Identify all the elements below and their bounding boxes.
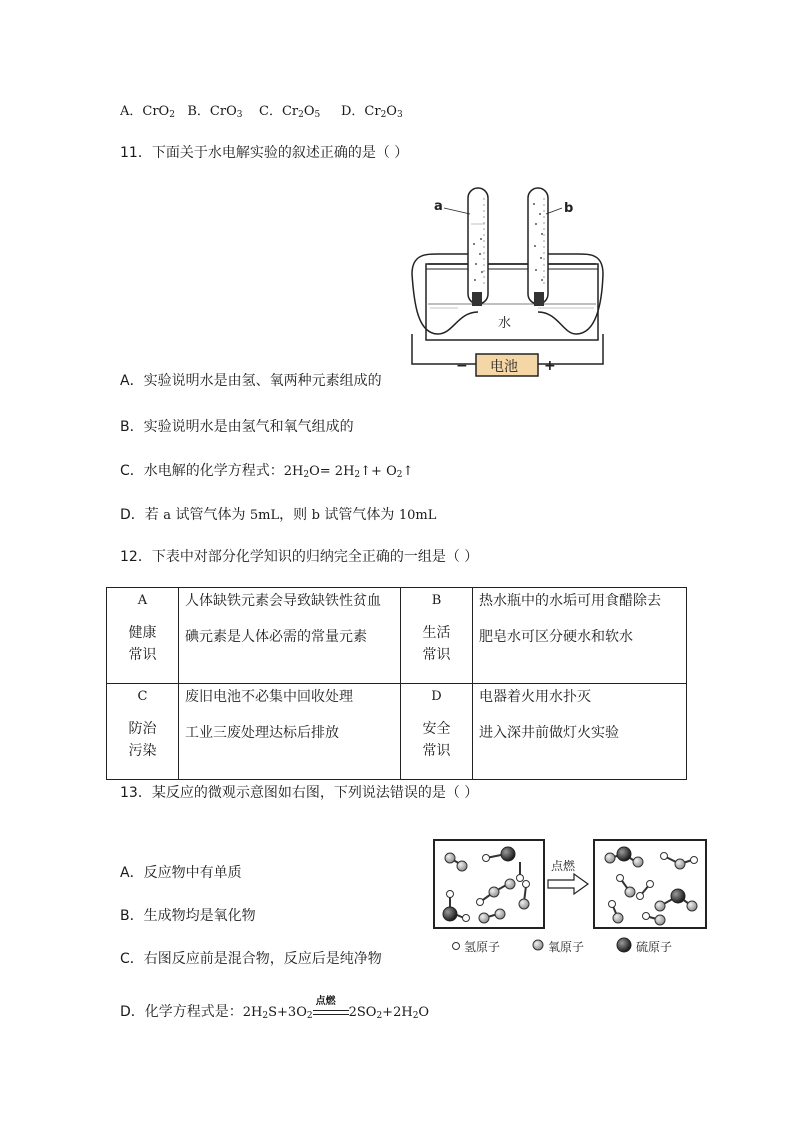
cell-b-content: 热水瓶中的水垢可用食醋除去 肥皂水可区分硬水和软水 — [473, 588, 687, 684]
cell-a-label: A 健康常识 — [107, 588, 179, 684]
q13-option-d: D．化学方程式是：$2H_2S+3O_2$ 点燃 $2SO_2+2H_2O$ — [120, 996, 430, 1021]
reaction-micro-figure — [424, 834, 714, 958]
cell-c-label: C 防治污染 — [107, 684, 179, 780]
cell-d-content: 电器着火用水扑灭 进入深井前做灯火实验 — [473, 684, 687, 780]
q11-option-d: D．若 a 试管气体为 5mL，则 b 试管气体为 10mL — [120, 507, 437, 523]
legend-s-label: 硫原子 — [636, 940, 673, 954]
q10-option-c: C．$Cr_2O_5$ — [259, 104, 321, 120]
q10-option-d: D．$Cr_2O_3$ — [340, 104, 403, 120]
q11-option-a: A．实验说明水是由氢、氧两种元素组成的 — [120, 373, 382, 389]
electrolysis-figure — [398, 184, 614, 384]
knowledge-table — [106, 587, 687, 780]
q11-stem: 11．下面关于水电解实验的叙述正确的是（ ） — [120, 145, 409, 161]
cell-a-content: 人体缺铁元素会导致缺铁性贫血 碘元素是人体必需的常量元素 — [179, 588, 401, 684]
battery-minus: − — [456, 358, 468, 374]
legend-o-label: 氧原子 — [548, 940, 585, 954]
q13-option-b: B．生成物均是氧化物 — [120, 908, 256, 924]
cell-c-content: 废旧电池不必集中回收处理 工业三废处理达标后排放 — [179, 684, 401, 780]
cell-b-label: B 生活常识 — [401, 588, 473, 684]
q11-option-b: B．实验说明水是由氢气和氧气组成的 — [120, 419, 354, 435]
battery-plus: + — [544, 358, 556, 374]
legend-s-icon — [617, 938, 631, 952]
water-label: 水 — [498, 316, 512, 331]
tube-b-label: b — [564, 201, 574, 216]
reaction-condition: 点燃 — [313, 1005, 349, 1019]
q10-options — [120, 100, 403, 120]
cell-d-label: D 安全常识 — [401, 684, 473, 780]
battery-label: 电池 — [490, 359, 518, 375]
q13-stem: 13．某反应的微观示意图如右图，下列说法错误的是（ ） — [120, 785, 479, 801]
q10-option-b: B．CrO$_3$ — [187, 104, 243, 120]
legend-h-icon — [453, 943, 460, 950]
q10-option-a: A．CrO$_2$ — [120, 104, 175, 120]
arrow-label: 点燃 — [551, 859, 576, 873]
q13-option-c: C．右图反应前是混合物，反应后是纯净物 — [120, 951, 382, 967]
q11-option-c: C．水电解的化学方程式：$2H_2O=$ $2H_2↑+$ $O_2↑$ — [120, 463, 414, 480]
legend-o-icon — [533, 940, 543, 950]
q13-option-a: A．反应物中有单质 — [120, 865, 242, 881]
legend-h-label: 氢原子 — [464, 940, 501, 954]
q12-stem: 12．下表中对部分化学知识的归纳完全正确的一组是（ ） — [120, 549, 479, 565]
tube-a-label: a — [434, 199, 443, 214]
